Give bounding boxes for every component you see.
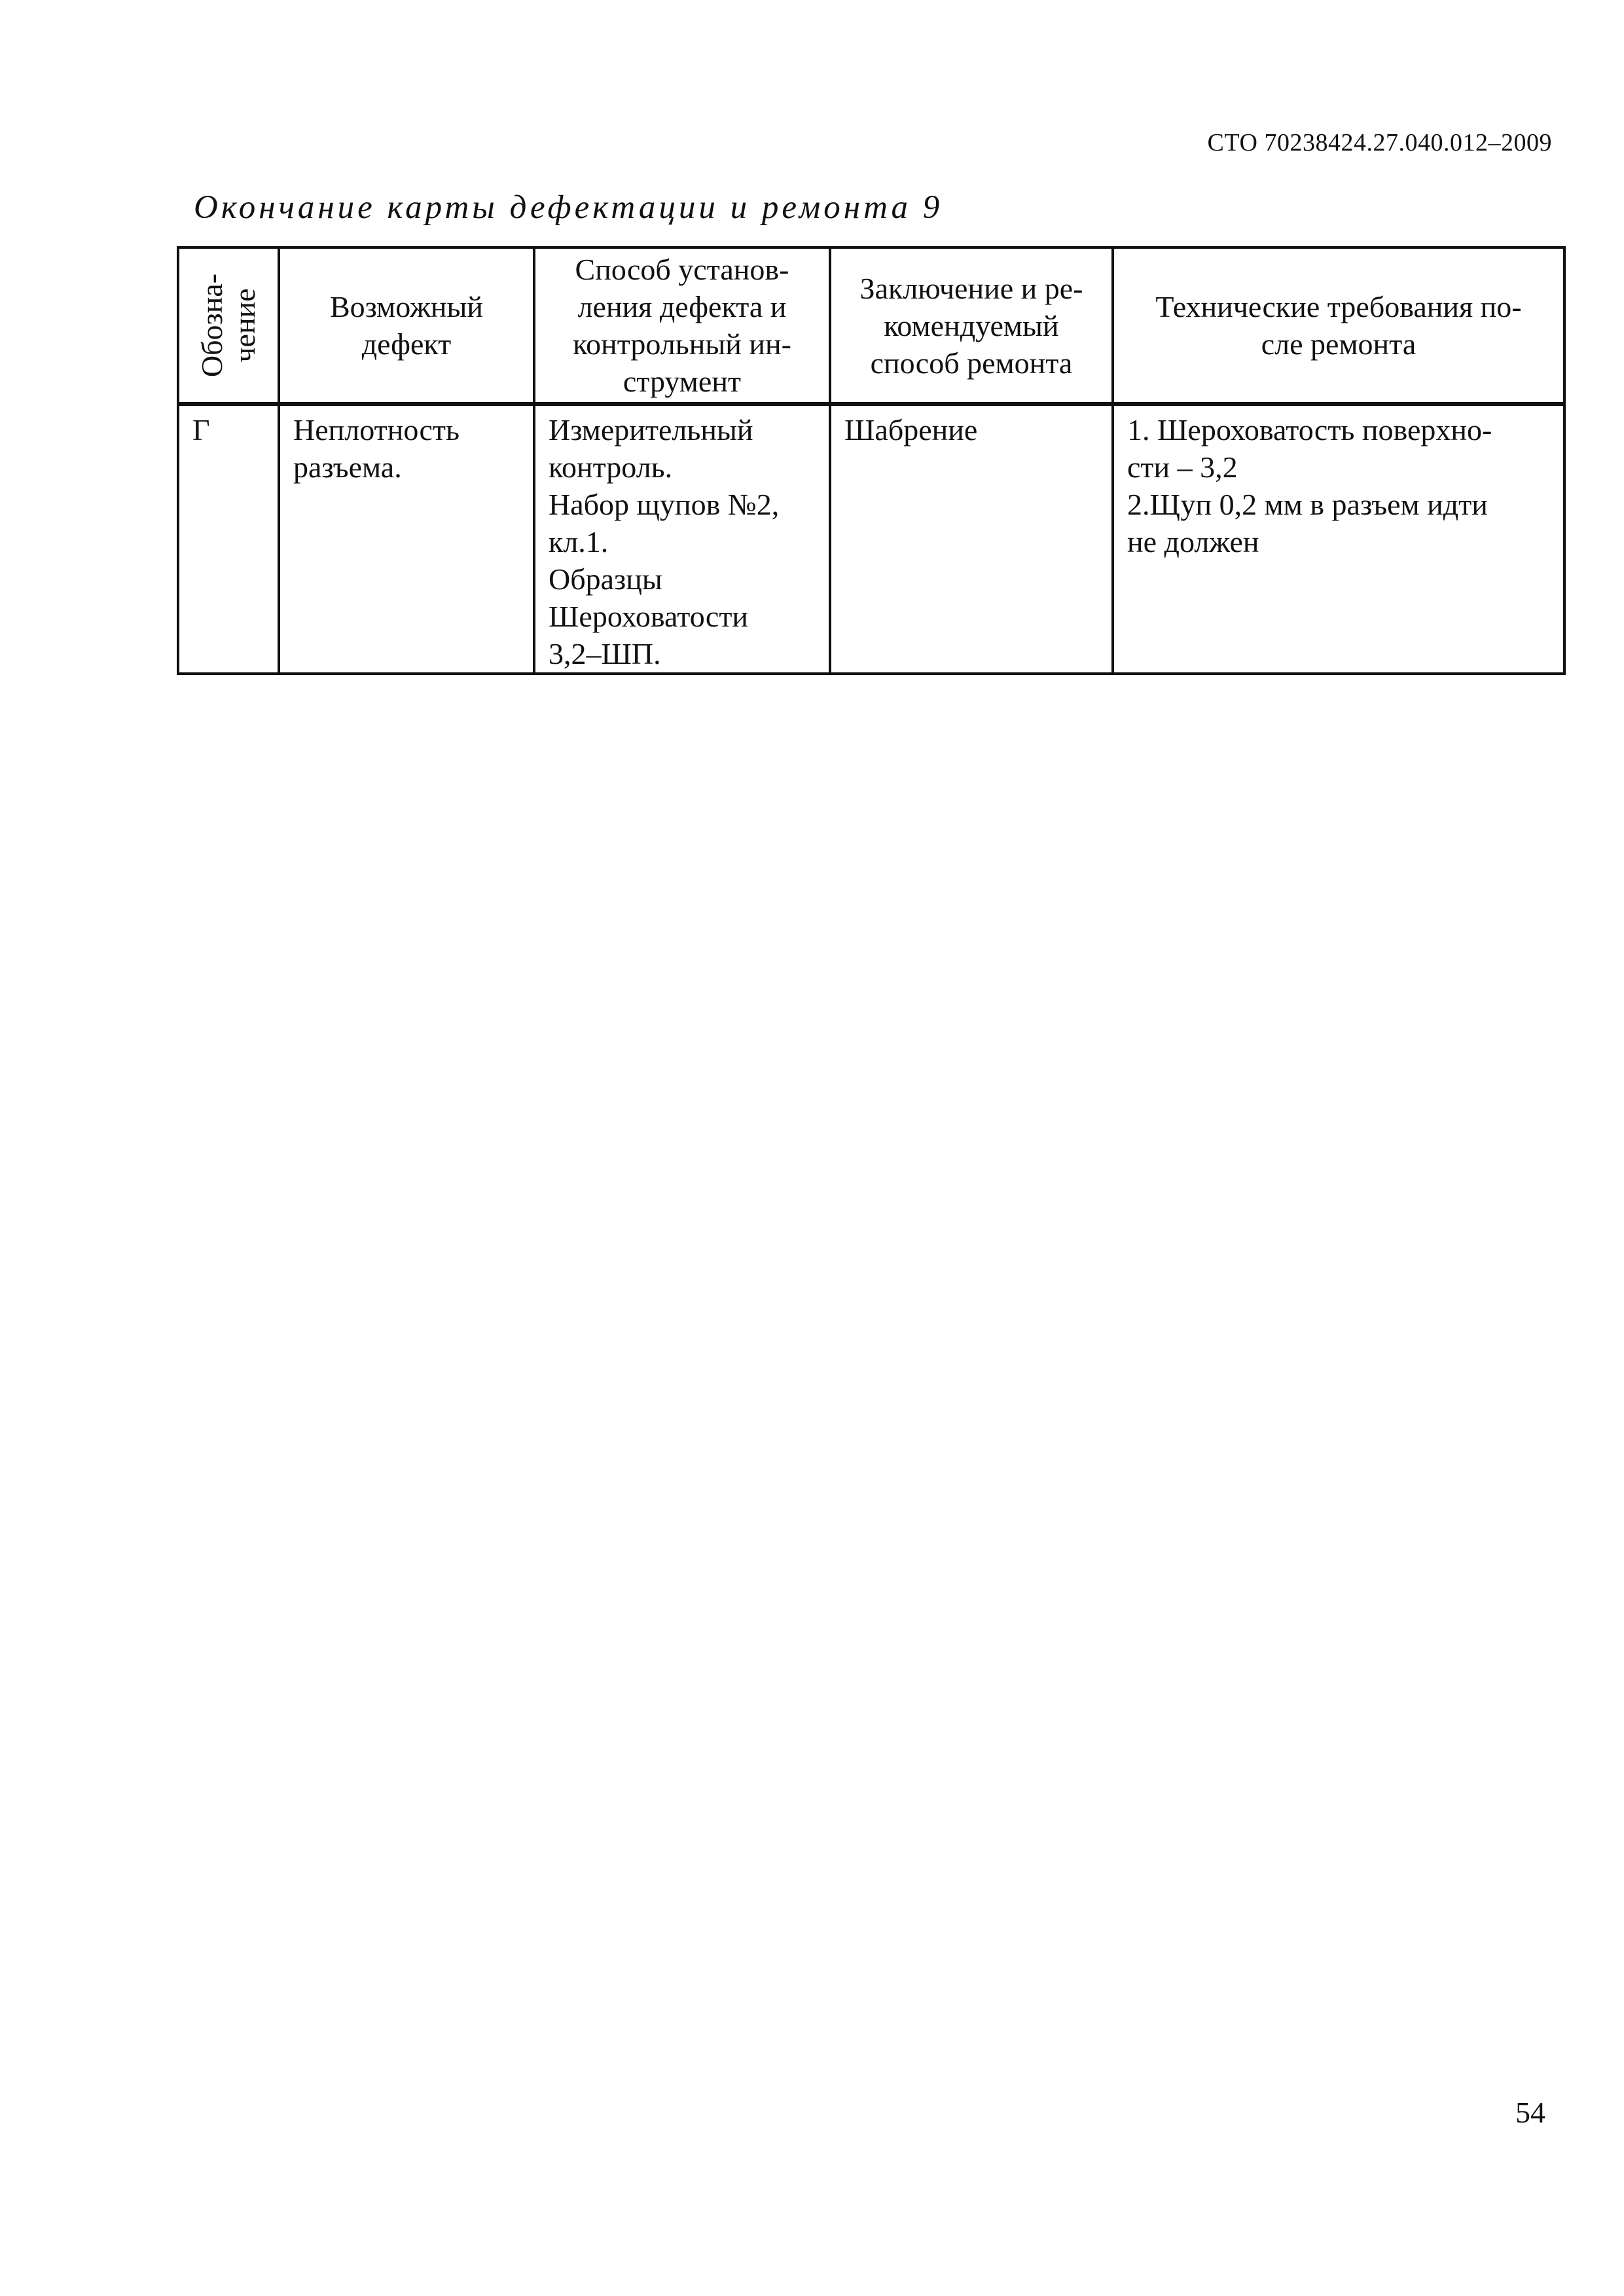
cell-defect-text: Неплотность разъема. (293, 413, 460, 484)
cell-requirements-text: 1. Шероховатость поверхно- сти – 3,2 2.Щуп 0,2 мм в разъем идти не должен (1127, 413, 1492, 558)
table-row (178, 404, 1564, 674)
table-caption: Окончание карты дефектации и ремонта 9 (194, 189, 943, 226)
header-designation (178, 247, 279, 404)
header-requirements-label: Технические требования по- сле ремонта (1155, 290, 1522, 361)
cell-designation-text: Г (192, 413, 210, 446)
cell-defect (279, 404, 534, 674)
header-method-label: Способ установ- ления дефекта и контрольный ин- струмент (573, 253, 791, 398)
cell-method (534, 404, 830, 674)
header-method (534, 247, 830, 404)
page-number: 54 (1515, 2096, 1545, 2129)
cell-method-text: Измерительный контроль. Набор щупов №2, кл.1. Образцы Шероховатости 3,2–ШП. (549, 413, 780, 670)
cell-designation (178, 404, 279, 674)
header-defect-label: Возможный дефект (329, 290, 484, 361)
table-header-row (178, 247, 1564, 404)
cell-repair-text: Шабрение (844, 413, 978, 446)
header-repair-label: Заключение и ре- комендуемый способ ремонта (859, 271, 1083, 380)
defect-repair-table (177, 246, 1566, 675)
header-designation-label: Обозна- чение (195, 273, 261, 378)
cell-repair (830, 404, 1113, 674)
cell-requirements (1113, 404, 1564, 674)
document-code: СТО 70238424.27.040.012–2009 (1207, 129, 1552, 156)
header-repair (830, 247, 1113, 404)
header-defect (279, 247, 534, 404)
header-requirements (1113, 247, 1564, 404)
